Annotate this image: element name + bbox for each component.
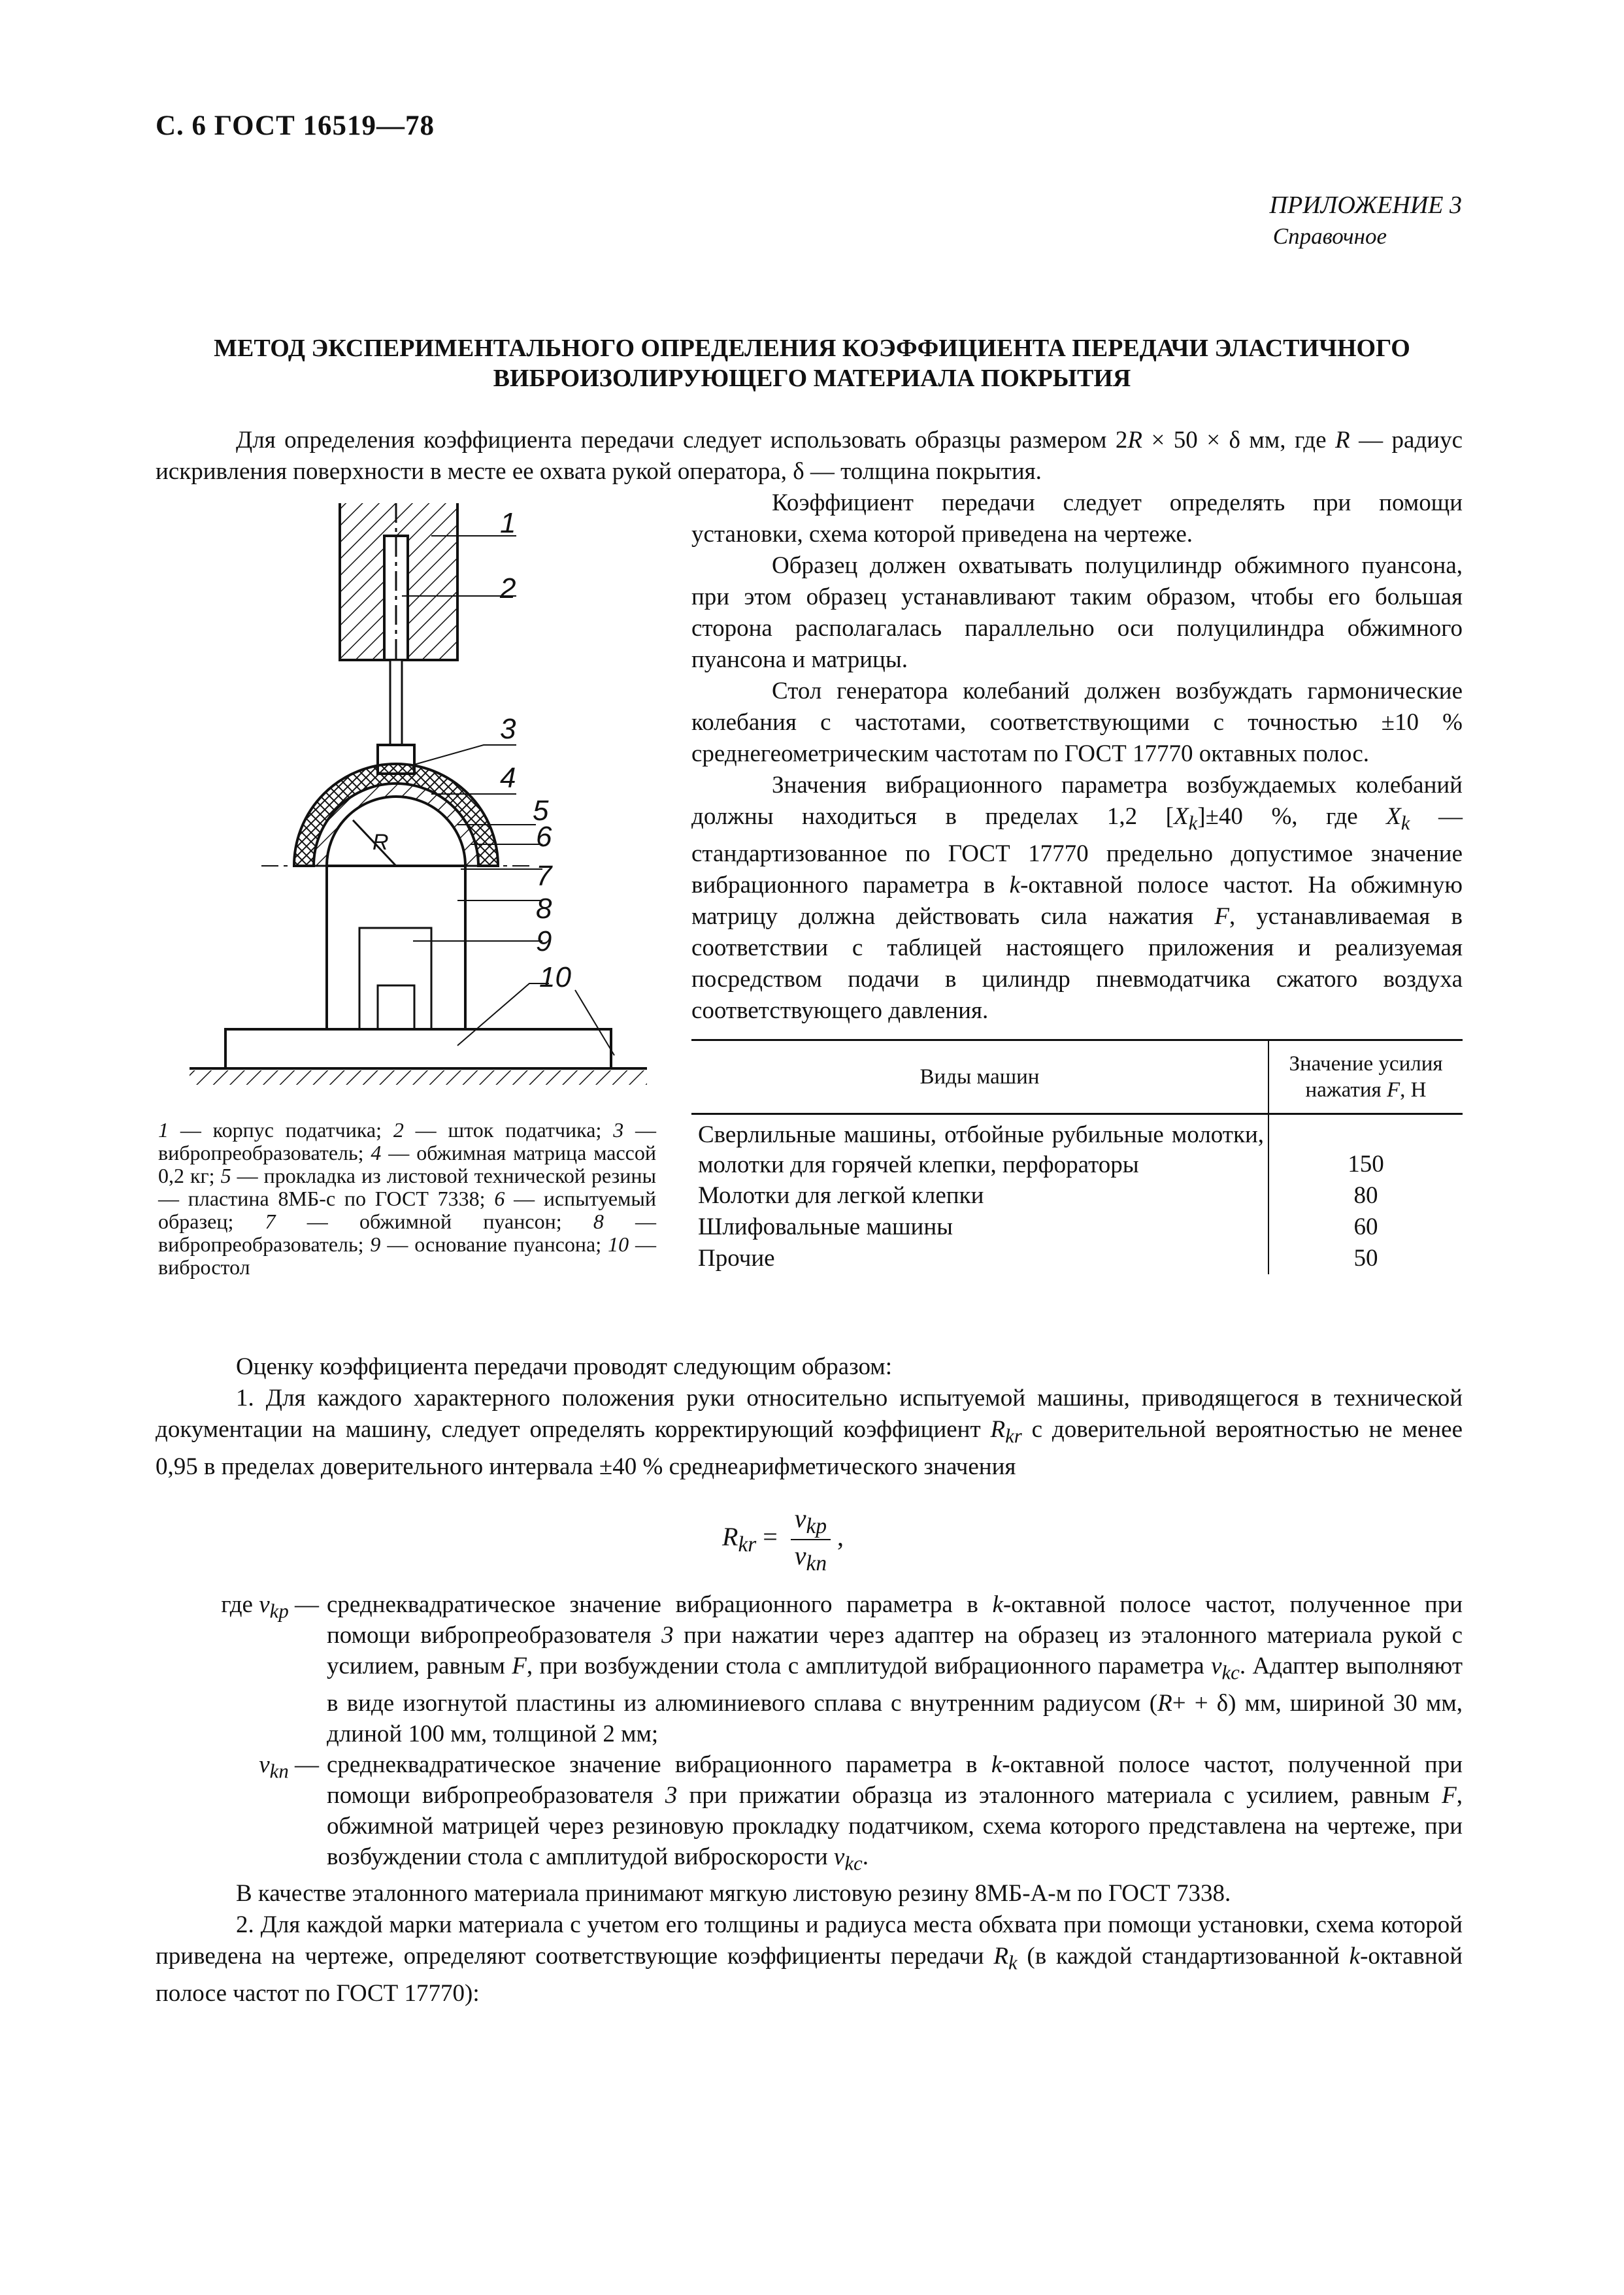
formula-fraction [791,1503,831,1576]
caption-text-1: — корпус податчика; [169,1118,393,1142]
d2-text-a: среднеквадратическое значение вибрационного параметра в [327,1751,991,1779]
d1-text-a: среднеквадратическое значение вибрационного параметра в [327,1591,993,1618]
p2-text-b: (в каждой стандартизованной [1017,1943,1350,1970]
table-header-force [1268,1040,1463,1114]
paragraph-vibration [691,770,1463,1027]
page-header: С. 6 ГОСТ 16519—78 [156,110,435,141]
caption-text-4: — обжимная матрица массой 0,2 кг; [158,1141,657,1187]
term-sub: kп [269,1760,289,1783]
evaluation-intro: Оценку коэффициента передачи проводят следующим образом: [236,1353,892,1380]
punch [327,866,465,1029]
paragraph-specimen: Образец должен охватывать полуцилиндр обжимного пуансона, при этом образец устанавливают таким образом, чтобы его большая сторона располагалась параллельно оси полуцилиндра обжимного пуансона и матрицы. [691,552,1463,673]
caption-text-6: — испытуемый образец; [158,1187,657,1233]
caption-num-2: 2 [393,1118,404,1142]
title-line-2: ВИБРОИЗОЛИРУЮЩЕГО МАТЕРИАЛА ПОКРЫТИЯ [493,365,1131,392]
d2-f: F [1442,1782,1457,1809]
table-cell-value: 80 [1353,1182,1378,1209]
p4-symbol-x: X [1173,803,1189,830]
appendix-label-block [1270,190,1462,252]
appendix-label: ПРИЛОЖЕНИЕ 3 [1269,191,1462,219]
numerator-sub: kp [806,1514,827,1538]
ground-hatching [190,1070,647,1085]
d1-text-c: при нажатии через адаптер на образец из эталонного материала рукой с усилием, равным [327,1622,1463,1679]
term-sub: kp [269,1600,289,1623]
definition-term-vkp: где $v_{kp}$ — [221,1591,319,1623]
caption-text-8: — вибропреобразователь; [158,1210,657,1256]
d2-k: k [991,1751,1003,1779]
formula-lhs-sub: kr [738,1532,757,1557]
force-header-symbol: F [1386,1078,1400,1102]
p4-text-d: -октавной полосе частот. На обжимную матрицу должна действовать сила нажатия [691,872,1463,931]
formula-lhs: R [722,1522,738,1552]
closing-section [156,1878,1463,2009]
table-cell-value: 50 [1353,1245,1378,1272]
table-row [691,1243,1463,1274]
formula: $R_{kr}$ = $\frac{v_{kp}}{v_{kп}}$ , [722,1504,844,1576]
p2-symbol-k: k [1349,1943,1361,1970]
right-column-text [691,487,1463,1027]
caption-num-1: 1 [158,1118,169,1142]
die-assembly [261,764,531,866]
table-row [691,1180,1463,1212]
d2-v: v [833,1843,845,1871]
caption-num-9: 9 [370,1232,381,1256]
callout-5: 5 [533,795,549,827]
p2-text-a: 2. Для каждой марки материала с учетом его толщины и радиуса места обхвата при помощи установки, схема которой приведена на чертеже, определяют соответствующие коэффициенты передачи [156,1911,1463,1970]
table-cell-value: 150 [1348,1151,1384,1178]
p4-symbol-x2: X [1386,803,1401,830]
callout-2: 2 [500,572,516,604]
reference-material-paragraph: В качестве эталонного материала принимают мягкую листовую резину 8МБ-А-м по ГОСТ 7338. [236,1880,1231,1907]
item1-text-a: 1. Для каждого характерного положения руки относительно испытуемой машины, приводящегося в технической документации на машину, следует определять корректирующий коэффициент [156,1385,1463,1443]
table-cell-machine: Сверлильные машины, отбойные рубильные молотки, молотки для горячей клепки, перфораторы [691,1114,1268,1181]
definition-body-vkp [327,1589,1463,1749]
caption-num-5: 5 [220,1164,231,1187]
p4-text-a: Значения вибрационного параметра возбуждаемых колебаний должны находиться в пределах 1,2 [ [691,772,1463,830]
d1-text-e: . Адаптер выполняют в виде изогнутой пластины из алюминиевого сплава с внутренним радиусом ( [327,1653,1463,1717]
formula-denominator [791,1540,831,1576]
callout-4: 4 [500,762,516,794]
radius-label: R [373,830,389,855]
intro-text-2: × 50 × δ мм, где [1142,427,1335,454]
caption-text-10: — вибростол [158,1232,657,1279]
paragraph-generator: Стол генератора колебаний должен возбуждать гармонические колебания с частотами, соответствующими с точностью ±10 % среднегеометрическим частотам по ГОСТ 17770 октавных полос. [691,678,1463,767]
intro-text-1: Для определения коэффициента передачи следует использовать образцы размером 2 [236,427,1128,454]
term-symbol: v [259,1751,270,1779]
p2-symbol-r: R [993,1943,1008,1970]
p4-text-b: ]±40 %, где [1197,803,1387,830]
d1-f: F [512,1653,527,1679]
numerator-symbol: v [794,1504,806,1533]
callout-6: 6 [536,821,552,853]
callout-1: 1 [500,507,516,539]
force-header-text: Значение усилия нажатия [1289,1052,1443,1102]
caption-num-7: 7 [265,1210,276,1233]
table-row [691,1114,1463,1181]
term-symbol: v [259,1591,270,1618]
caption-num-3: 3 [613,1118,624,1142]
d2-text-d: , обжимной матрицей через резиновую прокладку податчиком, схема которого представлена на чертеже, при возбуждении стола с амплитудой виброскорости [327,1782,1463,1871]
table-cell-machine: Молотки для легкой клепки [691,1180,1268,1212]
table-row [691,1212,1463,1243]
intro-symbol-r2: R [1335,427,1350,454]
caption-text-3: — вибропреобразователь; [158,1118,657,1164]
d2-v-sub: kc [844,1852,863,1875]
d2-text-e: . [862,1843,869,1871]
callout-3: 3 [500,713,516,745]
definition-body-vkn [327,1749,1463,1879]
rod [390,660,402,745]
definition-term-vkn: $v_{kп}$ — [259,1751,319,1783]
caption-text-5: — прокладка из листовой технической резины — пластина 8МБ-с по ГОСТ 7338; [158,1164,656,1210]
d1-text-b: -октавной полосе частот, полученное при помощи вибропреобразователя [327,1591,1463,1649]
caption-num-6: 6 [494,1187,505,1210]
denominator-symbol: v [794,1541,806,1570]
p4-symbol-k: k [1009,872,1021,899]
d2-text-c: при прижатии образца из эталонного материала с усилием, равным [677,1782,1442,1809]
force-table [691,1039,1463,1274]
table-header-row [691,1040,1463,1114]
callout-10: 10 [539,961,571,993]
caption-num-10: 10 [608,1232,629,1256]
table-cell-machine: Прочие [691,1243,1268,1274]
item1-sub-kr: kr [1005,1425,1022,1447]
document-title [131,333,1493,393]
callout-8: 8 [536,893,552,925]
evaluation-item-1 [156,1383,1463,1483]
d2-num: 3 [665,1782,678,1809]
definition-vkn [156,1749,1463,1879]
item1-text-b: с доверительной вероятностью не менее 0,95 в пределах доверительного интервала ±40 % среднеарифметического значения [156,1416,1463,1481]
formula-comma: , [837,1522,844,1552]
d1-text-d: , при возбуждении стола с амплитудой вибрационного параметра [526,1653,1212,1679]
callout-7: 7 [536,860,552,892]
d1-num: 3 [661,1622,674,1649]
caption-text-7: — обжимной пуансон; [275,1210,593,1233]
vibration-table [225,1029,611,1068]
intro-paragraph [156,425,1463,487]
housing [340,503,457,660]
where-word: где [221,1591,259,1618]
definitions [156,1589,1463,1879]
intro-text-3: — радиус искривления поверхности в месте ее охвата рукой оператора, δ — толщина покрытия. [156,427,1463,485]
table-cell-machine: Шлифовальные машины [691,1212,1268,1243]
p2-sub-k: k [1008,1951,1018,1974]
p4-symbol-f: F [1214,903,1229,931]
d1-v-sub: kc [1221,1661,1240,1684]
table-cell-value: 60 [1353,1214,1378,1240]
d1-text-f: + + δ) мм, шириной 30 мм, длиной 100 мм, толщиной 2 мм; [327,1690,1463,1748]
item1-symbol-r: R [990,1416,1006,1443]
denominator-sub: kп [806,1551,827,1576]
caption-num-8: 8 [593,1210,604,1233]
p4-sub-k2: k [1400,812,1410,834]
p4-sub-k: k [1188,812,1198,834]
test-rig-drawing [183,493,654,1114]
evaluation-item-2 [156,1909,1463,2009]
p4-text-c: — стандартизованное по ГОСТ 17770 предельно допустимое значение вибрационного параметра в [691,803,1463,899]
table-header-machines: Виды машин [691,1040,1268,1114]
d1-r: R [1157,1690,1172,1717]
evaluation-section [156,1351,1463,1483]
appendix-status: Справочное [1272,223,1387,249]
intro-symbol-r: R [1127,427,1142,454]
p2-text-c: -октавной полосе частот по ГОСТ 17770): [156,1943,1463,2007]
formula-numerator [791,1503,831,1540]
definition-vkp [156,1589,1463,1749]
figure-caption [158,1119,656,1279]
force-header-unit: , Н [1400,1078,1427,1102]
caption-num-4: 4 [371,1141,382,1164]
d1-v: v [1211,1653,1222,1679]
caption-text-2: — шток податчика; [403,1118,614,1142]
p4-text-e: , устанавливаемая в соответствии с таблицей настоящего приложения и реализуемая посредством подачи в цилиндр пневмодатчика сжатого воздуха соответствующего давления. [691,903,1463,1025]
d1-k: k [992,1591,1003,1618]
caption-text-9: — основание пуансона; [380,1232,608,1256]
title-line-1: МЕТОД ЭКСПЕРИМЕНТАЛЬНОГО ОПРЕДЕЛЕНИЯ КОЭФФИЦИЕНТА ПЕРЕДАЧИ ЭЛАСТИЧНОГО [214,335,1410,362]
paragraph-setup: Коэффициент передачи следует определять при помощи установки, схема которой приведена на чертеже. [691,489,1463,548]
callout-9: 9 [536,925,552,957]
d2-text-b: -октавной полосе частот, полученной при помощи вибропреобразователя [327,1751,1463,1809]
